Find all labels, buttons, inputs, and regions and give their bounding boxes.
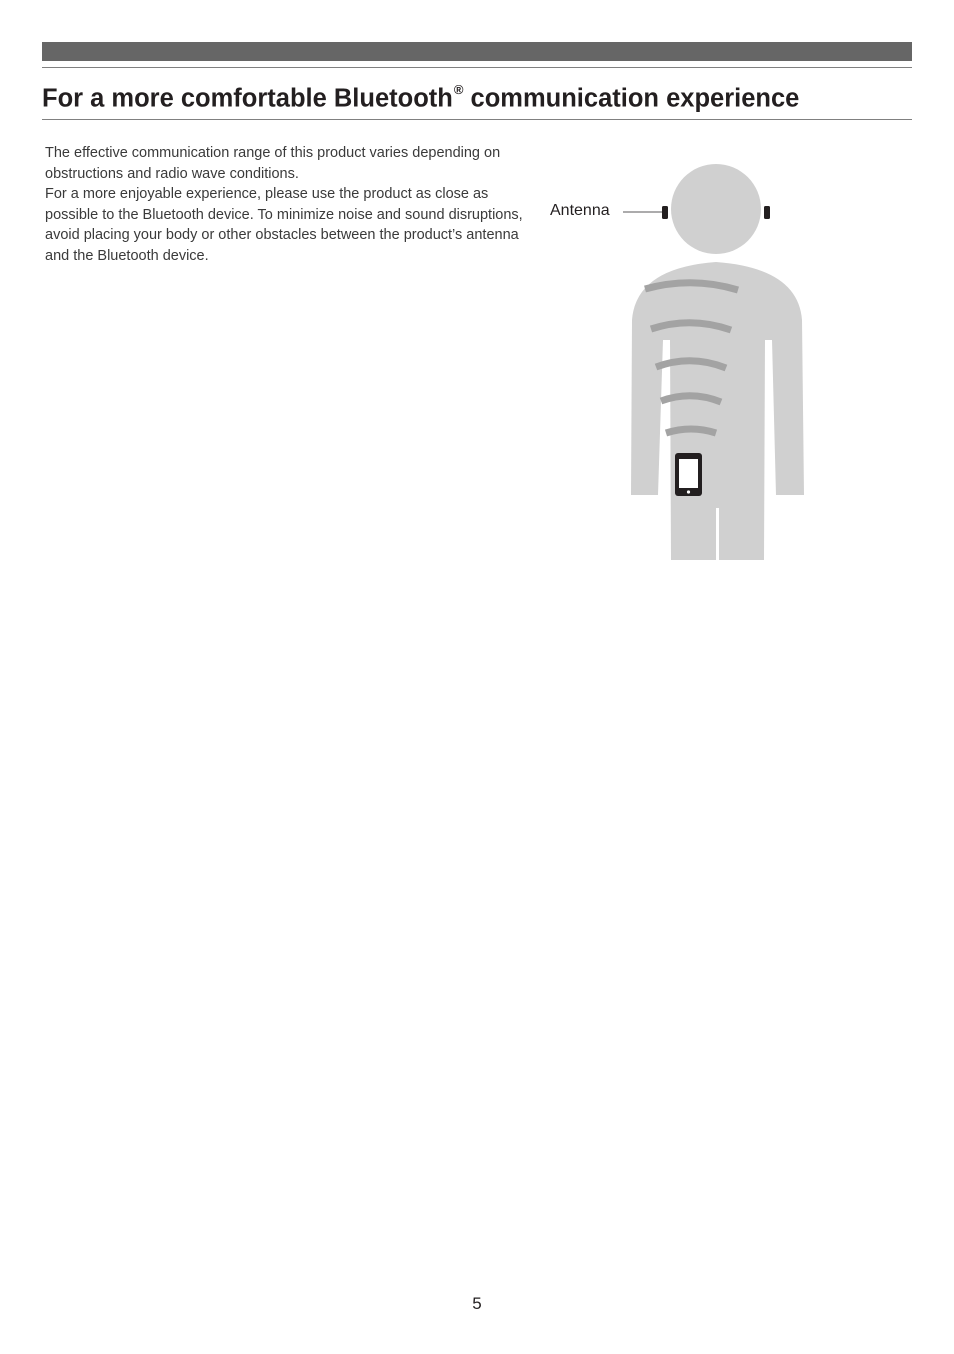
page-title-text: For a more comfortable Bluetooth bbox=[42, 84, 453, 113]
body-text bbox=[45, 143, 525, 267]
header-bar bbox=[42, 42, 912, 61]
smartphone-icon bbox=[675, 453, 702, 496]
page-number: 5 bbox=[472, 1294, 482, 1313]
page-title-text-end: communication experience bbox=[463, 84, 800, 113]
antenna-label: Antenna bbox=[550, 202, 610, 219]
body-paragraph-range: The effective communication range of this product varies depending on obstructions and radio wave conditions. bbox=[45, 145, 501, 182]
body-paragraph-advice: For a more enjoyable experience, please use the product as close as possible to the Bluetooth device. To minimize noise and sound disruptions, avoid placing your body or other obstacles between the product’s antenna and the Bluetooth device. bbox=[45, 186, 523, 264]
header-rule-bottom bbox=[42, 119, 912, 120]
header-rule-top bbox=[42, 67, 912, 68]
registered-mark: ® bbox=[453, 82, 464, 97]
page-title bbox=[42, 77, 799, 115]
